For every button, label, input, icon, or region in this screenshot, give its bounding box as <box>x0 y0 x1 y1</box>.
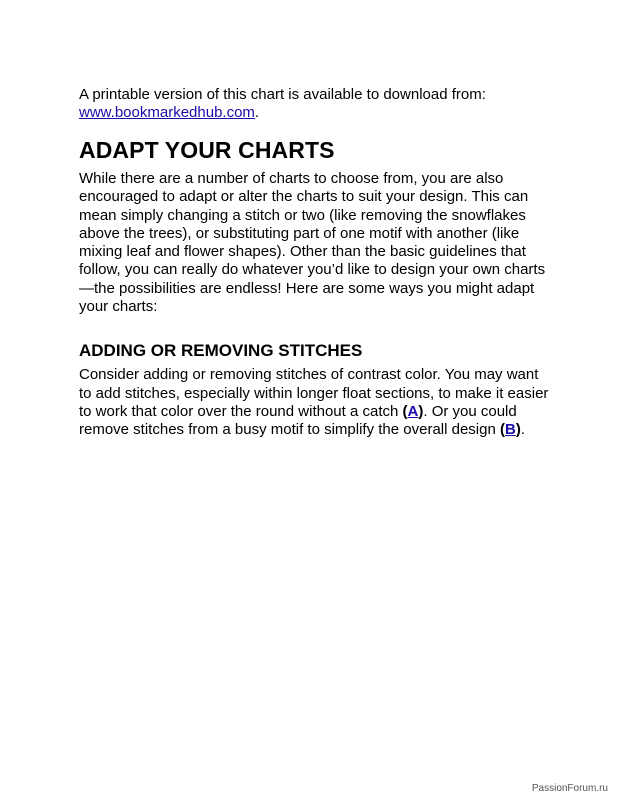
section-title-adding-removing: ADDING OR REMOVING STITCHES <box>79 341 363 361</box>
paragraph-part-3: . <box>520 421 526 439</box>
ref-b-open: ( <box>500 421 505 439</box>
figure-ref-b <box>500 421 521 438</box>
section-title-adapt: ADAPT YOUR CHARTS <box>79 137 335 163</box>
figure-b-link[interactable]: B <box>505 421 516 439</box>
figure-a-link[interactable]: A <box>407 402 419 420</box>
intro-text: A printable version of this chart is available to download from: <box>79 86 486 103</box>
ref-a-close: ) <box>418 402 424 420</box>
intro-trailing: . <box>254 104 260 121</box>
intro-paragraph <box>79 86 549 122</box>
adding-removing-paragraph <box>79 366 549 439</box>
ref-a-open: ( <box>402 402 408 420</box>
ref-b-close: ) <box>515 421 521 439</box>
figure-ref-a <box>403 403 424 420</box>
paragraph-part-1: Consider adding or removing stitches of contrast color. You may want to add stitches, especially within longer float sections, to make it easier to work that color over the round without a catch <box>79 366 549 420</box>
page-content <box>79 86 549 440</box>
download-link[interactable]: www.bookmarkedhub.com <box>79 104 255 121</box>
watermark: PassionForum.ru <box>531 783 608 794</box>
adapt-paragraph: While there are a number of charts to choose from, you are also encouraged to adapt or alter the charts to suit your design. This can mean simply changing a stitch or two (like removing the snowflakes above the trees), or substituting part of one motif with another (like mixing leaf and flower shapes). Other than the basic guidelines that follow, you can really do whatever you’d like to design your own charts—the possibilities are endless! Here are some ways you might adapt your charts: <box>79 170 546 316</box>
paragraph-part-2: . Or you could remove stitches from a busy motif to simplify the overall design <box>79 402 517 439</box>
